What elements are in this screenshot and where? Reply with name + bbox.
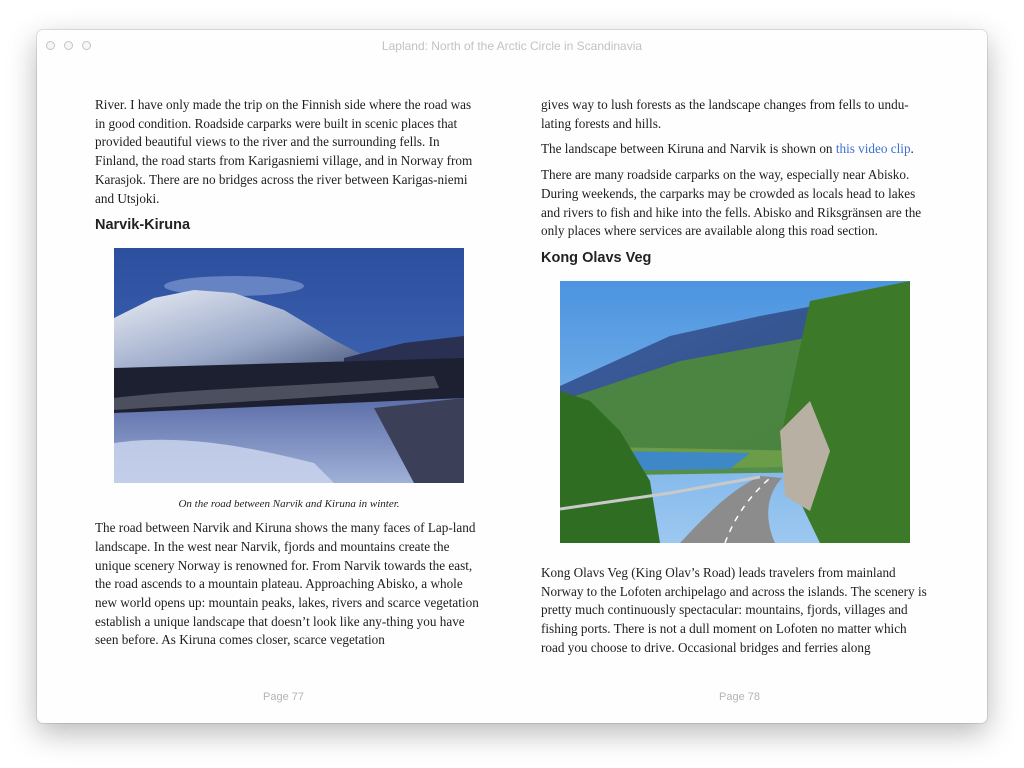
right-paragraph-2-text: The landscape between Kiruna and Narvik is shown on	[541, 141, 836, 157]
page-number-left: Page 77	[263, 691, 304, 703]
winter-road-photo[interactable]	[114, 248, 464, 488]
winter-road-illustration	[114, 248, 464, 483]
left-page	[95, 96, 483, 657]
right-paragraph-3: There are many roadside carparks on the way, especially near Abisko. During weekends, the carparks may be crowded as locals head to lakes and rivers to fish and hike into the fells. Abisko and Riksgränsen are the only places where services are available along this road section.	[541, 167, 922, 239]
left-paragraph-1: River. I have only made the trip on the Finnish side where the road was in good condition. Roadside carparks were built in scenic places that provided beautiful views to the river and the surrounding fells. In Finland, the road starts from Karigasniemi village, and in Norway from Karasjok. There are no bridges across the river between Karigas-niemi and Utsjoki.	[95, 97, 473, 206]
right-page	[541, 96, 929, 664]
window-title: Lapland: North of the Arctic Circle in Scandinavia	[381, 39, 643, 53]
page-number-right: Page 78	[719, 691, 760, 703]
right-paragraph-1: gives way to lush forests as the landscape changes from fells to undu-lating forests and hills.	[541, 97, 909, 131]
video-clip-link[interactable]: this video clip	[835, 141, 911, 157]
summer-road-illustration	[560, 281, 910, 543]
title-bar	[37, 30, 987, 62]
book-window	[37, 30, 987, 723]
right-paragraph-2	[541, 140, 929, 159]
section-heading-narvik-kiruna: Narvik-Kiruna	[95, 217, 191, 234]
left-paragraph-2: The road between Narvik and Kiruna shows the many faces of Lap-land landscape. In the west near Narvik, fjords and mountains create the unique scenery Norway is renowned for. From Narvik towards the east, the road ascends to a mountain plateau. Approaching Abisko, a whole new world opens up: mountain peaks, lakes, rivers and scarce vegetation establish a unique landscape that doesn’t look like any-thing you have seen before. As Kiruna comes closer, scarce vegetation	[95, 520, 479, 648]
photo-caption: On the road between Narvik and Kiruna in winter.	[178, 498, 400, 511]
right-paragraph-4: Kong Olavs Veg (King Olav’s Road) leads travelers from mainland Norway to the Lofoten archipelago and across the islands. The scenery is pretty much continuously spectacular: mountains, fjords, villages and fishing ports. There is not a dull moment on Lofoten no matter which road you choose to drive. Occasional bridges and ferries along	[541, 564, 927, 655]
section-heading-kong-olavs-veg: Kong Olavs Veg	[541, 249, 652, 266]
summer-road-photo[interactable]	[560, 281, 910, 548]
right-paragraph-2-end: .	[910, 141, 914, 157]
